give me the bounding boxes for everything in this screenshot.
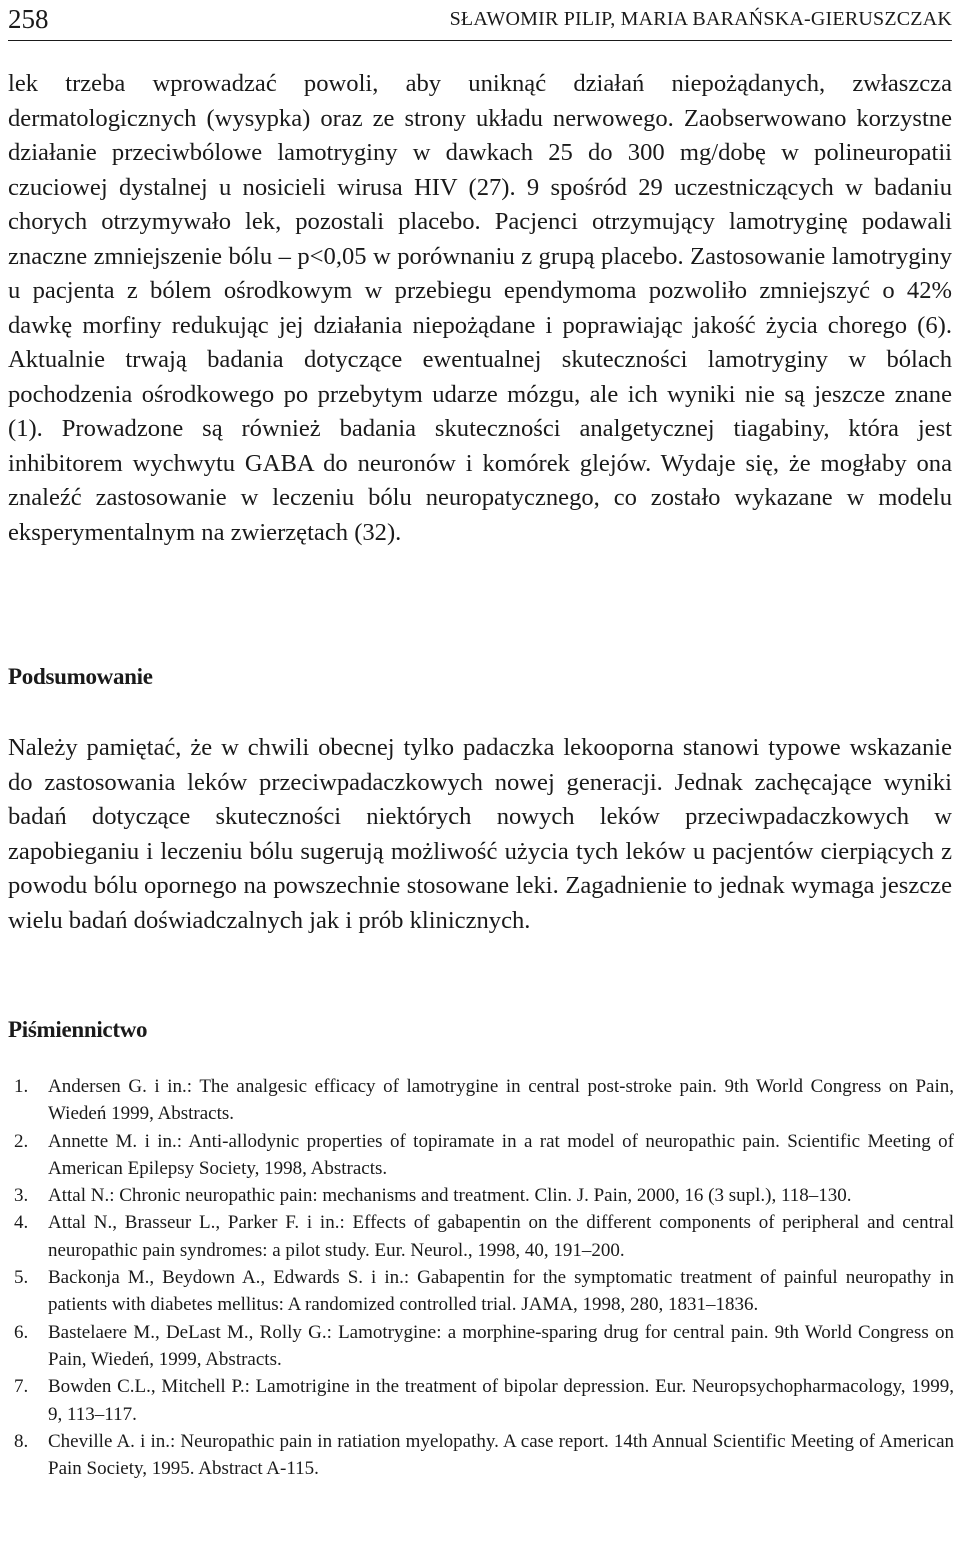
reference-item [14, 1182, 954, 1209]
body-paragraph-2: Należy pamiętać, że w chwili obecnej tylko padaczka lekooporna stanowi typowe wskazanie do zastosowania leków przeciwpadaczkowych nowej generacji. Jednak zachęcające wyniki badań dotyczące skuteczności niektórych nowych leków przeciwpadaczkowych w zapobieganiu i leczeniu bólu sugerują możliwość użycia tych leków u pacjentów cierpiących z powodu bólu opornego na powszechnie stosowane leki. Zagadnienie to jednak wymaga jeszcze wielu badań doświadczalnych jak i prób klinicznych. [8, 734, 952, 934]
section-heading-references: Piśmiennictwo [8, 1017, 148, 1042]
reference-number: 3. [14, 1185, 29, 1207]
reference-item [14, 1128, 954, 1183]
reference-text: Cheville A. i in.: Neuropathic pain in ratiation myelopathy. A case report. 14th Annual Scientific Meeting of American Pain Society, 1995. Abstract A-115. [48, 1430, 954, 1480]
reference-text: Andersen G. i in.: The analgesic efficacy of lamotrygine in central post-stroke pain. 9th World Congress on Pain, Wiedeń 1999, Abstracts. [48, 1076, 954, 1125]
reference-item [14, 1428, 954, 1483]
reference-number: 5. [14, 1267, 29, 1289]
reference-number: 7. [14, 1376, 29, 1398]
reference-number: 6. [14, 1321, 29, 1343]
reference-text: Attal N., Brasseur L., Parker F. i in.: Effects of gabapentin on the different components of peripheral and central neuropathic pain syndromes: a pilot study. Eur. Neurol., 1998, 40, 191–200. [48, 1212, 954, 1261]
reference-number: 2. [14, 1130, 29, 1152]
reference-text: Annette M. i in.: Anti-allodynic properties of topiramate in a rat model of neuropathic pain. Scientific Meeting of American Epilepsy Society, 1998, Abstracts. [48, 1130, 954, 1179]
reference-item [14, 1373, 954, 1428]
reference-item [14, 1209, 954, 1264]
page-number: 258 [8, 4, 49, 34]
page-header [8, 0, 952, 40]
reference-text: Bowden C.L., Mitchell P.: Lamotrigine in the treatment of bipolar depression. Eur. Neuropsychopharmacology, 1999, 9, 113–117. [48, 1376, 954, 1425]
reference-item [14, 1319, 954, 1374]
reference-item [14, 1073, 954, 1128]
reference-text: Backonja M., Beydown A., Edwards S. i in.: Gabapentin for the symptomatic treatment of painful neuropathy in patients with diabetes mellitus: A randomized controlled trial. JAMA, 1998, 280, 1831–1836. [48, 1267, 954, 1316]
reference-text: Attal N.: Chronic neuropathic pain: mechanisms and treatment. Clin. J. Pain, 2000, 16 (3 supl.), 118–130. [48, 1185, 852, 1207]
reference-number: 8. [14, 1430, 29, 1452]
section-heading-summary: Podsumowanie [8, 664, 153, 689]
reference-list [14, 1073, 954, 1482]
running-head: SŁAWOMIR PILIP, MARIA BARAŃSKA-GIERUSZCZAK [449, 8, 952, 30]
reference-text: Bastelaere M., DeLast M., Rolly G.: Lamotrygine: a morphine-sparing drug for central pain. 9th World Congress on Pain, Wiedeń, 1999, Abstracts. [48, 1321, 954, 1370]
reference-number: 4. [14, 1212, 29, 1234]
body-paragraph-1: lek trzeba wprowadzać powoli, aby uniknąć działań niepożądanych, zwłaszcza dermatologicznych (wysypka) oraz ze strony układu nerwowego. Zaobserwowano korzystne działanie przeciwbólowe lamotryginy w dawkach 25 do 300 mg/dobę w polineuropatii czuciowej dystalnej u nosicieli wirusa HIV (27). 9 spośród 29 uczestniczących w badaniu chorych otrzymywało lek, pozostali placebo. Pacjenci otrzymujący lamotryginę podawali znaczne zmniejszenie bólu – p<0,05 w porównaniu z grupą placebo. Zastosowanie lamotryginy u pacjenta z bólem ośrodkowym w przebiegu ependymoma pozwoliło zmniejszyć o 42% dawkę morfiny redukując jej działania niepożądane i poprawiając jakość życia chorego (6). Aktualnie trwają badania dotyczące ewentualnej skuteczności lamotryginy w bólach pochodzenia ośrodkowego po przebytym udarze mózgu, ale ich wyniki nie są jeszcze znane (1). Prowadzone są również badania skuteczności analgetycznej tiagabiny, która jest inhibitorem wychwytu GABA do neuronów i komórek glejów. Wydaje się, że mogłaby ona znaleźć zastosowanie w leczeniu bólu neuropatycznego, co zostało wykazane w modelu eksperymentalnym na zwierzętach (32). [8, 70, 952, 546]
reference-item [14, 1264, 954, 1319]
reference-number: 1. [14, 1076, 29, 1097]
header-rule [8, 40, 952, 41]
